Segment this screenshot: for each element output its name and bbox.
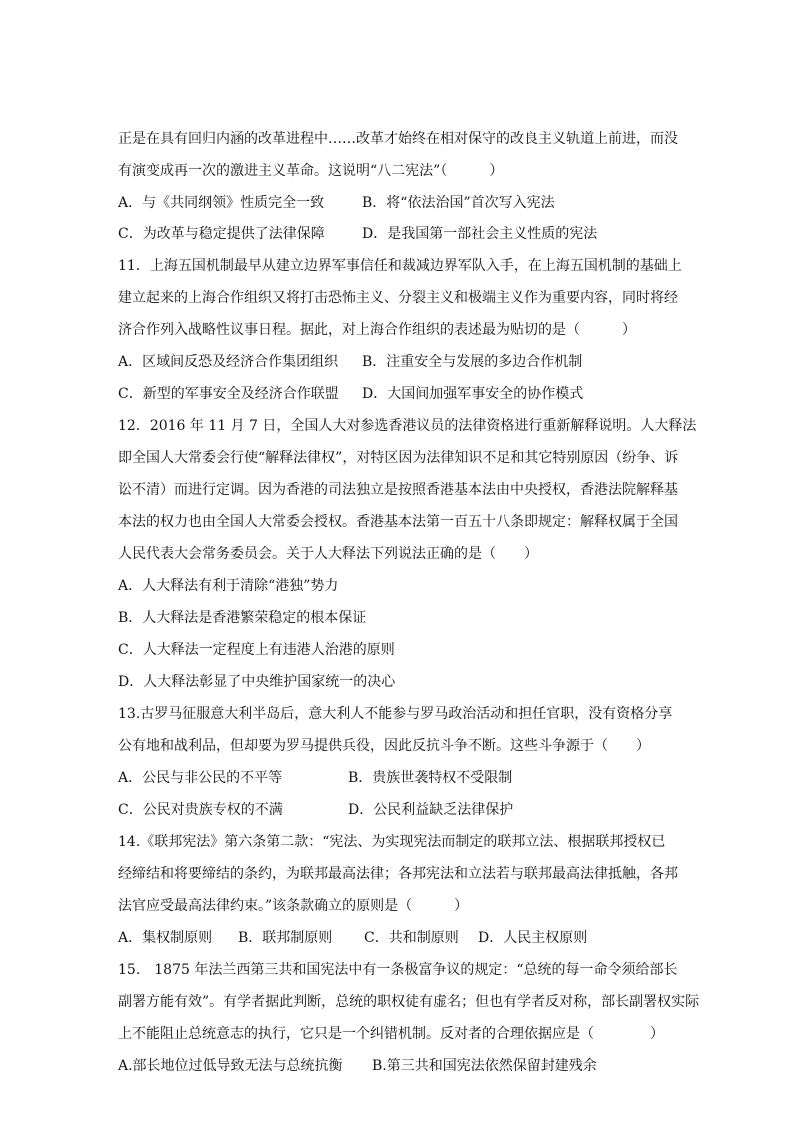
q12-stem-line-4: 本法的权力也由全国人大常委会授权。香港基本法第一百五十八条即规定：解释权属于全国: [118, 514, 678, 530]
q12-option-b: B．人大释法是香港繁荣稳定的根本保证: [118, 610, 367, 626]
q11-option-c: C．新型的军事安全及经济合作联盟: [118, 386, 339, 402]
q12-stem-line-2: 即全国人大常委会行使“解释法律权”，对特区因为法律知识不足和其它特别原因（纷争、诉: [118, 450, 679, 466]
q13-option-d: D．公民利益缺乏法律保护: [348, 802, 514, 818]
q14-stem-line-3: 法官应受最高法律约束。”该条款确立的原则是（ ）: [118, 898, 469, 914]
q13-option-c: C．公民对贵族专权的不满: [118, 802, 283, 818]
q14-stem-line-2: 经缔结和将要缔结的条约，为联邦最高法律；各邦宪法和立法若与联邦最高法律抵触，各邦: [118, 866, 678, 882]
q11-option-d: D．大国间加强军事安全的协作模式: [362, 386, 584, 402]
q15-option-a: A.部长地位过低导致无法与总统抗衡: [118, 1058, 343, 1074]
q14-option-b: B．联邦制原则: [238, 930, 333, 946]
q12-option-d: D．人大释法彰显了中央维护国家统一的决心: [118, 674, 396, 690]
q14-stem-line-1: 14.《联邦宪法》第六条第二款：“宪法、为实现宪法而制定的联邦立法、根据联邦授权已: [118, 834, 666, 850]
q13-option-a: A．公民与非公民的不平等: [118, 770, 283, 786]
q12-option-a: A．人大释法有利于清除“港独”势力: [118, 578, 339, 594]
q10-option-a: A．与《共同纲领》性质完全一致: [118, 195, 325, 211]
q10-option-c: C．为改革与稳定提供了法律保障: [118, 226, 325, 242]
q14-option-a: A．集权制原则: [118, 930, 213, 946]
q15-option-b: B.第三共和国宪法依然保留封建残余: [372, 1058, 597, 1074]
q12-stem-line-1: 12．2016 年 11 月 7 日，全国人大对参选香港议员的法律资格进行重新解释说明。人大释法: [118, 418, 697, 434]
q14-option-c: C．共和制原则: [364, 930, 459, 946]
q14-option-d: D．人民主权原则: [478, 930, 588, 946]
q10-stem-line-1: 正是在具有回归内涵的改革进程中……改革才始终在相对保守的改良主义轨道上前进，而没: [118, 131, 678, 147]
q10-option-d: D．是我国第一部社会主义性质的宪法: [362, 226, 598, 242]
q11-option-b: B．注重安全与发展的多边合作机制: [362, 354, 583, 370]
q12-stem-line-5: 人民代表大会常务委员会。关于人大释法下列说法正确的是（ ）: [118, 546, 538, 562]
q11-stem-line-2: 建立起来的上海合作组织又将打击恐怖主义、分裂主义和极端主义作为重要内容，同时将经: [118, 290, 678, 306]
q11-option-a: A．区域间反恐及经济合作集团组织: [118, 354, 339, 370]
q10-option-b: B．将“依法治国”首次写入宪法: [362, 195, 555, 211]
q13-stem-line-1: 13.古罗马征服意大利半岛后，意大利人不能参与罗马政治活动和担任官职，没有资格分享: [118, 706, 673, 722]
q11-stem-line-3: 济合作列入战略性议事日程。据此，对上海合作组织的表述最为贴切的是（ ）: [118, 322, 636, 338]
q12-option-c: C．人大释法一定程度上有违港人治港的原则: [118, 642, 395, 658]
q11-stem-line-1: 11．上海五国机制最早从建立边界军事信任和裁减边界军队入手，在上海五国机制的基础上: [118, 258, 682, 274]
q15-stem-line-1: 15. 1875 年法兰西第三共和国宪法中有一条极富争议的规定：“总统的每一命令须给部长: [118, 962, 678, 978]
q10-stem-line-2: 有演变成再一次的激进主义革命。这说明“八二宪法”（ ）: [118, 163, 504, 179]
q13-option-b: B．贵族世袭特权不受限制: [348, 770, 513, 786]
q12-stem-line-3: 讼不清）而进行定调。因为香港的司法独立是按照香港基本法由中央授权，香港法院解释基: [118, 482, 678, 498]
q15-stem-line-2: 副署方能有效”。有学者据此判断，总统的职权徒有虚名；但也有学者反对称，部长副署权实际: [118, 994, 700, 1010]
q13-stem-line-2: 公有地和战利品，但却要为罗马提供兵役，因此反抗斗争不断。这些斗争源于（ ）: [118, 738, 650, 754]
q15-stem-line-3: 上不能阻止总统意志的执行，它只是一个纠错机制。反对者的合理依据应是（ ）: [118, 1026, 664, 1042]
